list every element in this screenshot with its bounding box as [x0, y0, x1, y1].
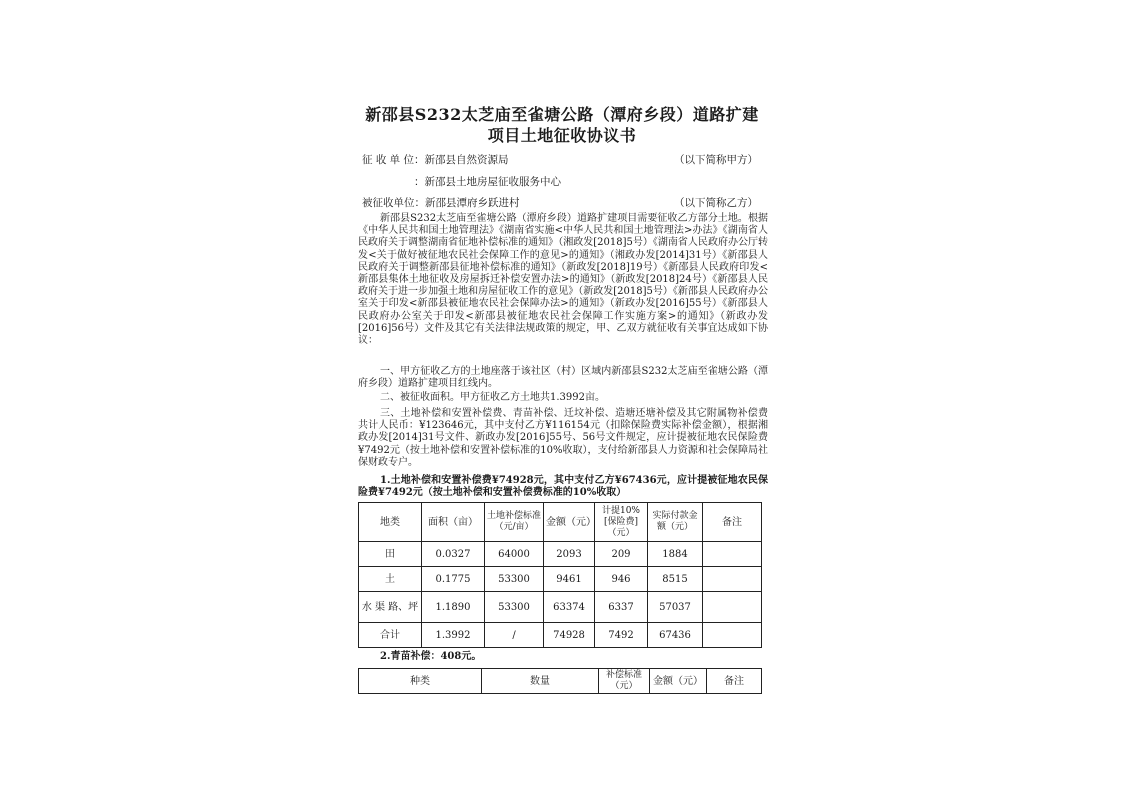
party-a: 征 收 单 位：新邵县自然资源局	[362, 154, 509, 166]
table-cell: 63374	[544, 592, 595, 623]
header-cell: 金额（元）	[544, 503, 595, 542]
table-row	[359, 567, 762, 592]
table-cell: 67436	[648, 623, 703, 648]
table-cell	[703, 567, 762, 592]
table-total-row	[359, 623, 762, 648]
table-cell: 946	[595, 567, 648, 592]
table-cell: 合计	[359, 623, 422, 648]
header-cell: 种类	[359, 669, 482, 694]
section-1-heading: 1.土地补偿和安置补偿费¥74928元，其中支付乙方¥67436元，应计提被征地农民保险费¥7492元（按土地补偿和安置补偿费标准的10%收取）	[358, 475, 768, 499]
table-cell: 8515	[648, 567, 703, 592]
table-cell: 0.0327	[422, 542, 485, 567]
table-cell: 53300	[485, 592, 544, 623]
header-cell: 备注	[703, 503, 762, 542]
table-cell: 1.1890	[422, 592, 485, 623]
header-cell: 面积（亩）	[422, 503, 485, 542]
intro-paragraph: 新邵县S232太芝庙至雀塘公路（潭府乡段）道路扩建项目需要征收乙方部分土地。根据《中华人民共和国土地管理法》《湖南省实施<中华人民共和国土地管理法>办法》《湖南省人民政府关于调整湖南省征地补偿标准的通知》（湘政发[2018]5号）《湖南省人民政府办公厅转发<关于做好被征地农民社会保障工作的意见>的通知》（湘政办发[2014]31号）《新邵县人民政府关于调整新邵县征地补偿标准的通知》（新政发[2018]19号）《新邵县人民政府印发<新邵县集体土地征收及房屋拆迁补偿安置办法>的通知》（新政发[2018]24号）《新邵县人民政府关于进一步加强土地和房屋征收工作的意见》（新政发[2018]5号）《新邵县人民政府办公室关于印发<新邵县被征地农民社会保障办法>的通知》（新政办发[2016]55号）《新邵县人民政府办公室关于印发<新邵县被征地农民社会保障工作实施方案>的通知》（新政办发[2016]56号）文件及其它有关法律法规政策的规定，甲、乙双方就征收有关事宜达成如下协议：	[358, 213, 768, 347]
table-row	[359, 592, 762, 623]
header-cell: 金额（元）	[650, 669, 707, 694]
table-cell: 74928	[544, 623, 595, 648]
section-2-heading: 2.青苗补偿：408元。	[380, 651, 482, 662]
table-cell: 1884	[648, 542, 703, 567]
doc-title-line2: 项目土地征收协议书	[487, 126, 637, 145]
table-header-row	[359, 669, 762, 694]
table-row	[359, 542, 762, 567]
table-cell: 6337	[595, 592, 648, 623]
clause-3: 三、土地补偿和安置补偿费、青苗补偿、迁坟补偿、造塘还塘补偿及其它附属物补偿费共计人民币：¥123646元，其中支付乙方¥116154元（扣除保险费实际补偿金额），根据湘政办发[2014]31号文件、新政办发[2016]55号、56号文件规定，应计提被征地农民保险费¥7492元（按土地补偿和安置补偿标准的10%收取），支付给新邵县人力资源和社会保障局社保财政专户。	[358, 408, 768, 468]
party-a-alias: （以下简称甲方）	[674, 154, 758, 166]
table-cell: 53300	[485, 567, 544, 592]
table-cell: 0.1775	[422, 567, 485, 592]
header-cell: 备注	[707, 669, 762, 694]
header-cell: 数量	[482, 669, 599, 694]
table-cell: 1.3992	[422, 623, 485, 648]
table-header-row	[359, 503, 762, 542]
table-cell: 水 渠 路、坪	[359, 592, 422, 623]
table-cell: 9461	[544, 567, 595, 592]
header-cell: 土地补偿标准（元/亩）	[485, 503, 544, 542]
table-cell: 田	[359, 542, 422, 567]
party-b: 被征收单位：新邵县潭府乡跃进村	[362, 197, 520, 209]
table-cell: /	[485, 623, 544, 648]
table-cell: 土	[359, 567, 422, 592]
land-compensation-table	[358, 502, 762, 648]
table-cell: 64000	[485, 542, 544, 567]
doc-title-line1: 新邵县S232太芝庙至雀塘公路（潭府乡段）道路扩建	[365, 105, 759, 124]
table-cell: 209	[595, 542, 648, 567]
header-cell: 补偿标准（元）	[599, 669, 650, 694]
table-cell	[703, 542, 762, 567]
party-a-second: ：新邵县土地房屋征收服务中心	[414, 176, 561, 188]
clause-1: 一、甲方征收乙方的土地座落于该社区（村）区域内新邵县S232太芝庙至雀塘公路（潭府乡段）道路扩建项目红线内。	[358, 366, 768, 390]
header-cell: 实际付款金额（元）	[648, 503, 703, 542]
header-cell: 地类	[359, 503, 422, 542]
document-page	[352, 92, 772, 702]
party-b-alias: （以下简称乙方）	[674, 197, 758, 209]
crop-compensation-table	[358, 668, 762, 694]
table-cell	[703, 592, 762, 623]
table-cell	[703, 623, 762, 648]
table-cell: 57037	[648, 592, 703, 623]
table-cell: 7492	[595, 623, 648, 648]
table-cell: 2093	[544, 542, 595, 567]
clause-2: 二、被征收面积。甲方征收乙方土地共1.3992亩。	[380, 392, 605, 403]
header-cell: 计提10%[保险费]（元）	[595, 503, 648, 542]
